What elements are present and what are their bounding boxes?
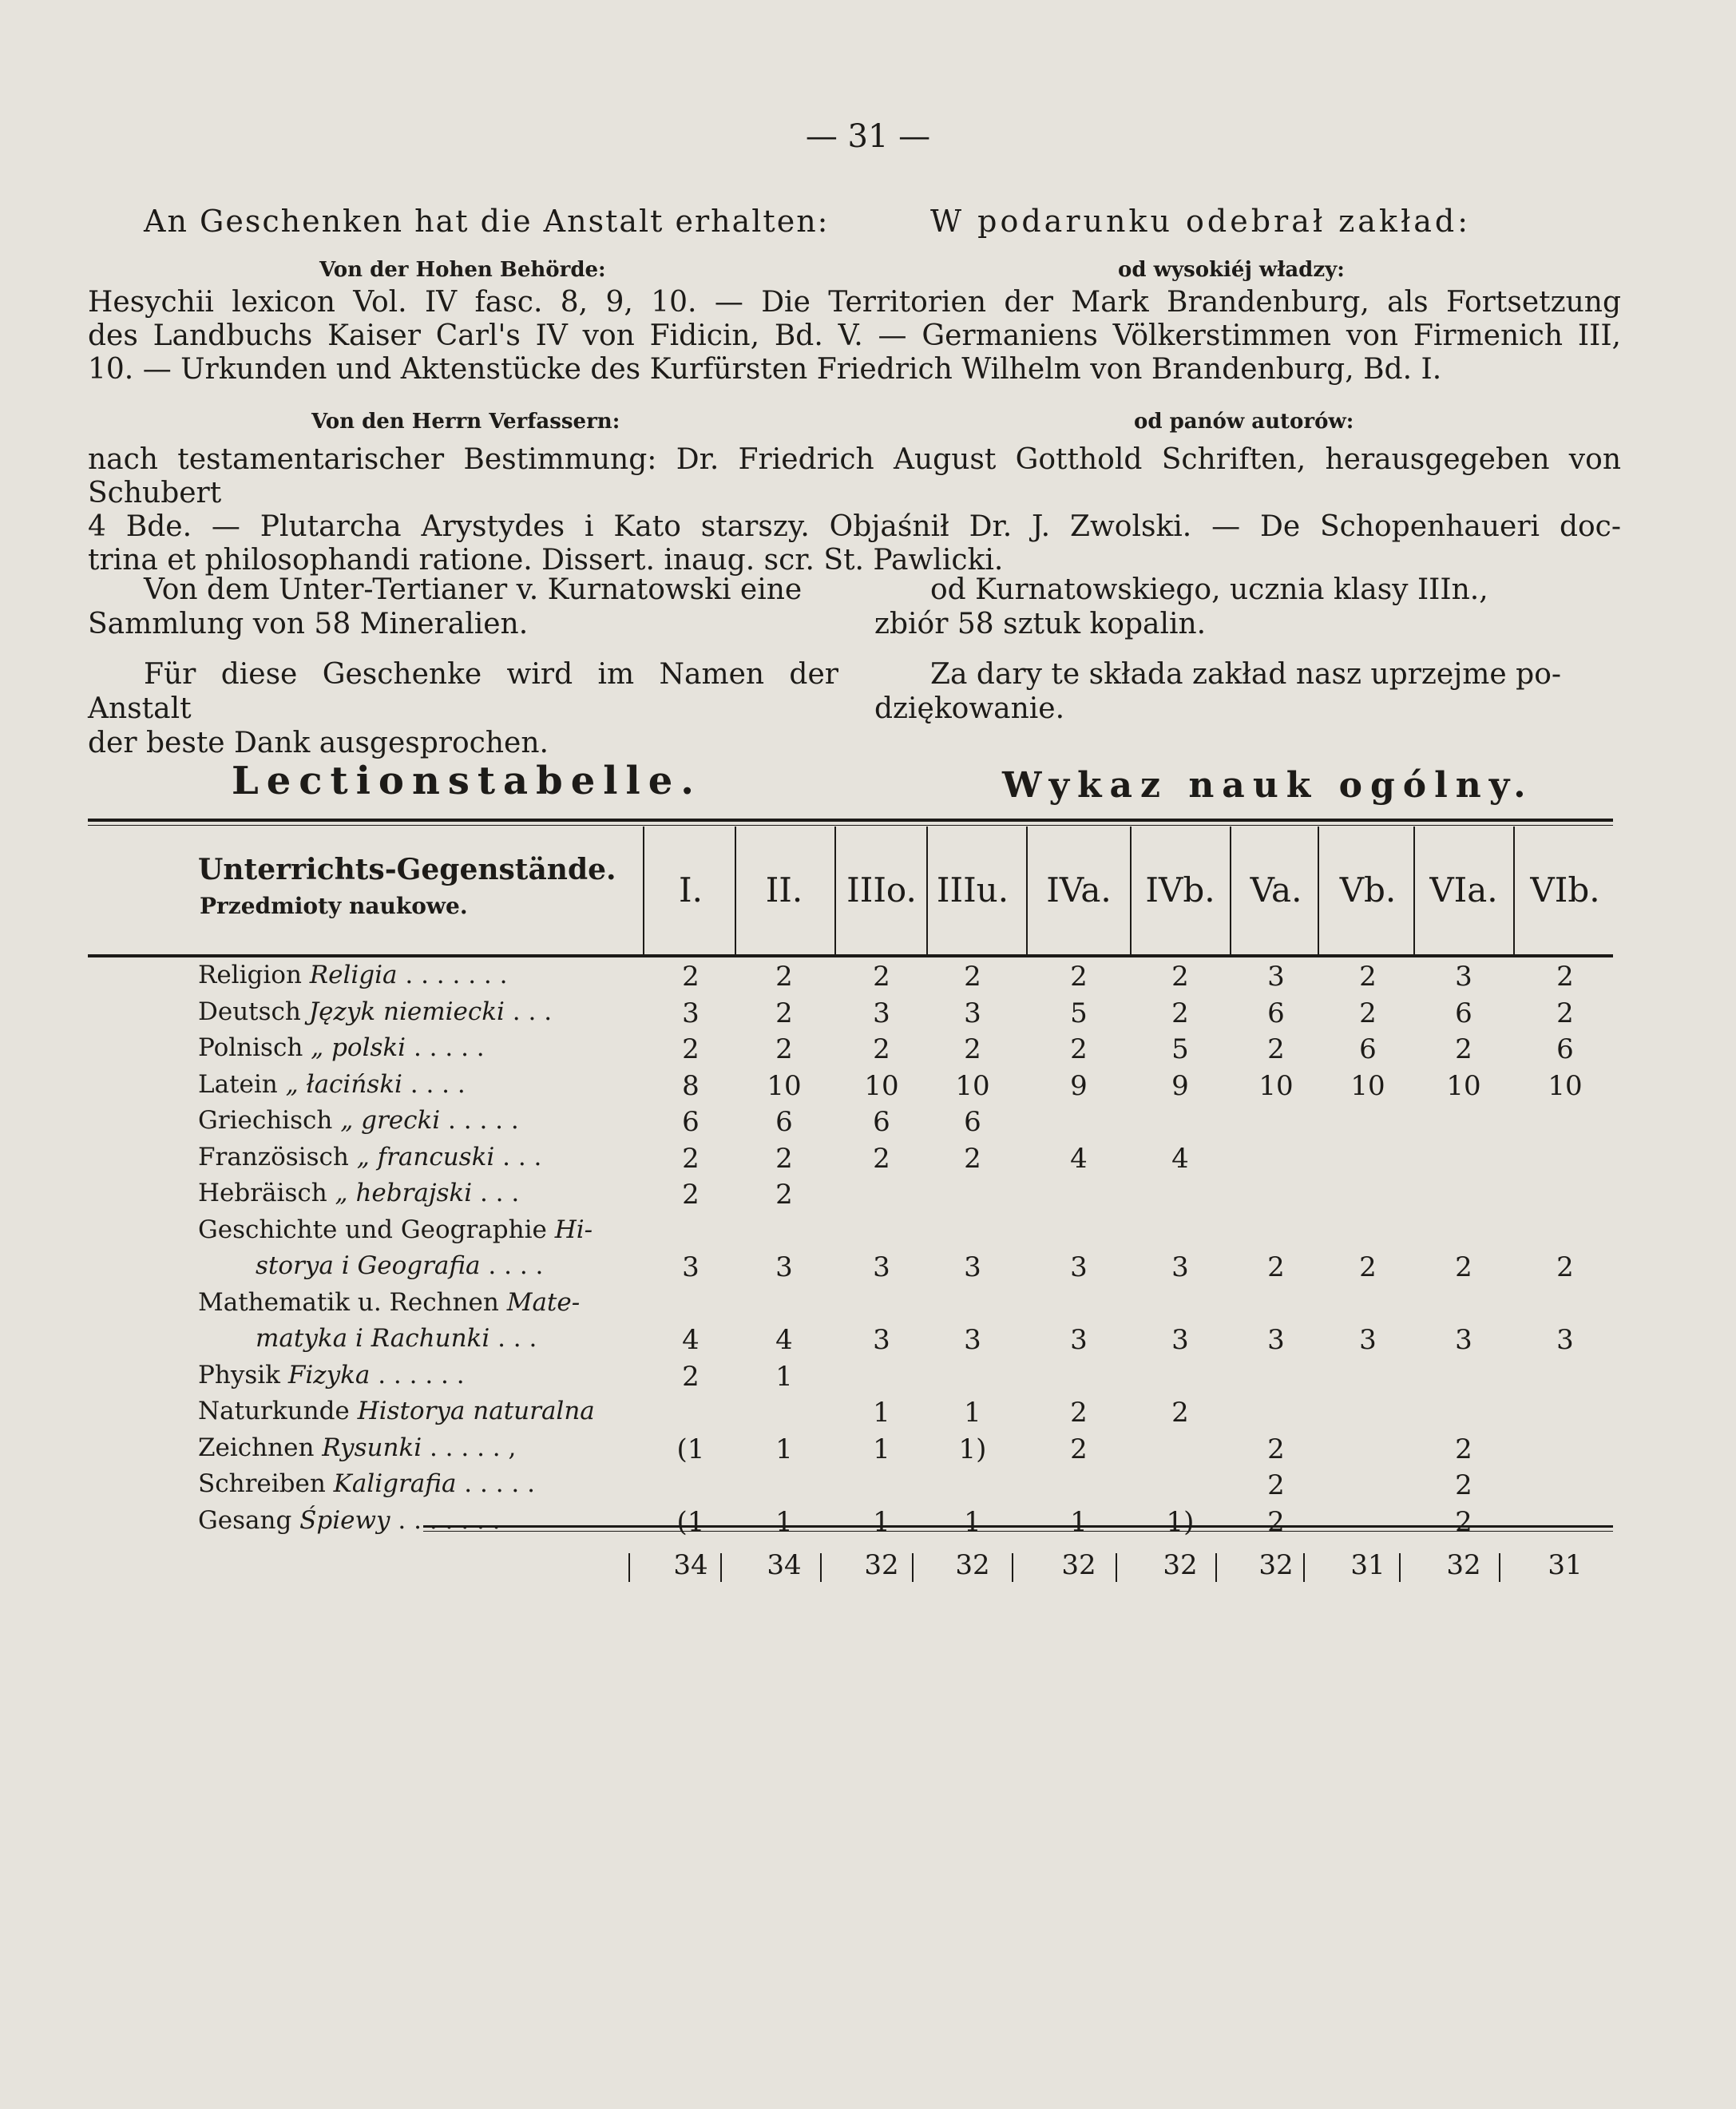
- column-header: Vb.: [1339, 870, 1397, 910]
- column-divider: [643, 827, 644, 954]
- table-cell: 2: [1267, 1433, 1285, 1465]
- row-label: [198, 1361, 465, 1389]
- total-separator: [912, 1553, 914, 1582]
- row-label-pl: Śpiewy: [299, 1505, 390, 1535]
- column-header: IVb.: [1145, 870, 1215, 910]
- table-cell: 2: [1556, 997, 1574, 1029]
- table-cell: 4: [682, 1324, 700, 1356]
- column-header: IVa.: [1046, 870, 1112, 910]
- table-cell: 3: [873, 997, 890, 1029]
- row-label: [198, 1143, 541, 1171]
- total-cell: 32: [1061, 1549, 1096, 1581]
- section2-line: trina et philosophandi ratione. Dissert. inaug. scr. St. Pawlicki.: [88, 544, 1004, 577]
- row-label: [198, 1506, 501, 1535]
- table-cell: 2: [1359, 997, 1377, 1029]
- row-label-pl: „ polski: [311, 1033, 406, 1062]
- row-leader-dots: . . .: [489, 1324, 537, 1353]
- column-header: VIa.: [1429, 870, 1498, 910]
- row-label-pl: Religia: [309, 961, 398, 989]
- row-leader-dots: . . .: [504, 997, 553, 1026]
- thanks-de-line: Für diese Geschenke wird im Namen der Anstalt: [88, 658, 838, 725]
- table-cell: 3: [1359, 1324, 1377, 1356]
- table-cell: 2: [1455, 1251, 1472, 1283]
- table-cell: 6: [1455, 997, 1472, 1029]
- table-cell: 4: [775, 1324, 793, 1356]
- table-cell: 1: [1070, 1505, 1088, 1538]
- section1-line: 10. — Urkunden und Aktenstücke des Kurfürsten Friedrich Wilhelm von Brandenburg, Bd. I.: [88, 353, 1442, 386]
- row-label: [198, 1469, 535, 1498]
- column-divider: [1130, 827, 1132, 954]
- page-number: — 31 —: [805, 118, 931, 155]
- row-leader-dots: . . .: [494, 1142, 542, 1171]
- table-cell: 4: [1171, 1142, 1189, 1175]
- row-leader-dots: . . .: [472, 1179, 520, 1207]
- section1-line: Hesychii lexicon Vol. IV fasc. 8, 9, 10. — Die Territorien der Mark Brandenburg, als Fortsetzung: [88, 286, 1621, 319]
- total-cell: 32: [1163, 1549, 1198, 1581]
- column-divider: [1026, 827, 1028, 954]
- table-title-pl: Wykaz nauk ogólny.: [1002, 765, 1534, 806]
- table-cell: 2: [873, 961, 890, 993]
- table-cell: 2: [873, 1142, 890, 1175]
- thanks-pl-line: dziękowanie.: [874, 692, 1065, 725]
- column-divider: [1230, 827, 1231, 954]
- row-label: [198, 1070, 466, 1099]
- row-leader-dots: . . . . .: [440, 1106, 519, 1135]
- table-cell: 6: [873, 1106, 890, 1138]
- table-cell: 3: [682, 1251, 700, 1283]
- table-cell: 2: [682, 961, 700, 993]
- table-cell: 3: [775, 1251, 793, 1283]
- total-separator: [1303, 1553, 1305, 1582]
- table-cell: 9: [1171, 1069, 1189, 1102]
- row-label-de: Französisch: [198, 1142, 357, 1171]
- table-cell: 2: [775, 997, 793, 1029]
- table-cell: 6: [964, 1106, 981, 1138]
- section1-label-pl: od wysokiéj władzy:: [1118, 258, 1345, 282]
- table-cell: 3: [1267, 961, 1285, 993]
- row-label-de: Latein: [198, 1069, 286, 1099]
- table-cell: 1: [873, 1397, 890, 1429]
- table-cell: 10: [955, 1069, 990, 1102]
- row-label-de: Religion: [198, 961, 310, 989]
- row-label: [198, 1033, 485, 1062]
- table-cell: 2: [1556, 1251, 1574, 1283]
- table-cell: 2: [1556, 961, 1574, 993]
- thanks-de-line: der beste Dank ausgesprochen.: [88, 727, 549, 759]
- row-label: [198, 961, 508, 989]
- table-cell: 3: [682, 997, 700, 1029]
- row-label-de: Deutsch: [198, 997, 309, 1026]
- row-label-pl: „ łaciński: [285, 1069, 402, 1099]
- column-header: Va.: [1250, 870, 1302, 910]
- table-cell: 2: [775, 1179, 793, 1211]
- row-leader-dots: . . . .: [480, 1251, 544, 1280]
- column-header: VIb.: [1530, 870, 1600, 910]
- table-cell: 2: [1070, 961, 1088, 993]
- column-header: IIIo.: [846, 870, 917, 910]
- row-label-pl: Hi-: [554, 1215, 593, 1244]
- row-label-de: Geschichte und Geographie: [198, 1215, 555, 1244]
- table-cell: 2: [1267, 1033, 1285, 1065]
- total-separator: [720, 1553, 722, 1582]
- thanks-pl: [874, 657, 1621, 726]
- heading-pl: W podarunku odebrał zakład:: [930, 204, 1472, 239]
- total-cell: 34: [767, 1549, 802, 1581]
- table-cell: 10: [1548, 1069, 1583, 1102]
- row-label-de: Schreiben: [198, 1469, 334, 1498]
- table-cell: 3: [1455, 961, 1472, 993]
- table-cell: 2: [1267, 1469, 1285, 1501]
- row-label: [198, 1288, 580, 1317]
- table-cell: 2: [1070, 1433, 1088, 1465]
- table-cell: 4: [1070, 1142, 1088, 1175]
- total-cell: 34: [673, 1549, 708, 1581]
- table-cell: 3: [964, 1251, 981, 1283]
- gift-pl: [874, 573, 1621, 641]
- table-cell: 2: [1267, 1505, 1285, 1538]
- section1-text: [88, 286, 1621, 387]
- table-cell: 2: [682, 1360, 700, 1393]
- table-cell: 2: [682, 1033, 700, 1065]
- table-cell: 8: [682, 1069, 700, 1102]
- row-label: [198, 1215, 593, 1244]
- table-title-de: Lectionstabelle.: [232, 759, 702, 803]
- row-label-pl: Kaligrafia: [333, 1469, 457, 1498]
- section1-label-de: Von der Hohen Behörde:: [319, 258, 606, 282]
- table-header-rule: [88, 954, 1613, 957]
- row-label-pl: „ grecki: [340, 1106, 441, 1135]
- column-divider: [926, 827, 928, 954]
- section2-label-pl: od panów autorów:: [1134, 410, 1354, 434]
- row-label: [198, 1397, 595, 1425]
- table-cell: 1: [964, 1397, 981, 1429]
- row-leader-dots: . . . . . .: [370, 1360, 465, 1389]
- thanks-de: [88, 657, 838, 760]
- section1-line: des Landbuchs Kaiser Carl's IV von Fidicin, Bd. V. — Germaniens Völkerstimmen von Firmenich III,: [88, 319, 1621, 352]
- table-cell: (1: [676, 1505, 705, 1538]
- table-cell: 2: [1070, 1033, 1088, 1065]
- row-leader-dots: . . . . .: [406, 1033, 485, 1062]
- table-cell: 2: [775, 1142, 793, 1175]
- gift-pl-line: zbiór 58 sztuk kopalin.: [874, 608, 1207, 640]
- column-divider: [1318, 827, 1319, 954]
- row-leader-dots: . . . . . . .: [390, 1505, 501, 1535]
- row-label-de: Hebräisch: [198, 1179, 335, 1207]
- table-cell: 2: [1455, 1033, 1472, 1065]
- table-cell: 10: [1350, 1069, 1385, 1102]
- row-leader-dots: . . . .: [402, 1069, 466, 1099]
- table-cell: 3: [1171, 1251, 1189, 1283]
- table-sum-rule: [423, 1525, 1613, 1528]
- table-cell: (1: [676, 1433, 705, 1465]
- total-separator: [1215, 1553, 1217, 1582]
- table-top-rule-thin: [88, 825, 1613, 826]
- table-header-de: Unterrichts-Gegenstände.: [198, 853, 616, 886]
- total-separator: [820, 1553, 822, 1582]
- total-cell: 32: [864, 1549, 899, 1581]
- row-label: [256, 1251, 543, 1280]
- table-cell: 1: [775, 1505, 793, 1538]
- row-label-pl: Mate-: [506, 1287, 581, 1317]
- table-cell: 2: [1070, 1397, 1088, 1429]
- row-label-pl: „ hebrajski: [335, 1179, 473, 1207]
- total-cell: 32: [1258, 1549, 1294, 1581]
- row-leader-dots: . . . . . ,: [422, 1433, 517, 1462]
- gift-de-line: Sammlung von 58 Mineralien.: [88, 608, 529, 640]
- table-cell: 1: [964, 1505, 981, 1538]
- table-cell: 3: [1455, 1324, 1472, 1356]
- table-cell: 3: [1070, 1251, 1088, 1283]
- column-divider: [1413, 827, 1415, 954]
- table-cell: 2: [1455, 1505, 1472, 1538]
- table-cell: 10: [767, 1069, 802, 1102]
- gift-de-line: Von dem Unter-Tertianer v. Kurnatowski eine: [144, 573, 803, 606]
- table-cell: 2: [1455, 1433, 1472, 1465]
- total-cell: 31: [1548, 1549, 1583, 1581]
- column-divider: [834, 827, 836, 954]
- row-label-pl: storya i Geografia: [256, 1251, 481, 1280]
- column-header: II.: [765, 870, 803, 910]
- table-cell: 2: [1171, 997, 1189, 1029]
- row-label-pl: Język niemiecki: [308, 997, 505, 1026]
- table-cell: 1): [958, 1433, 987, 1465]
- table-cell: 1: [873, 1505, 890, 1538]
- row-label-de: Mathematik u. Rechnen: [198, 1287, 507, 1317]
- gift-pl-line: od Kurnatowskiego, ucznia klasy IIIn.,: [930, 573, 1488, 606]
- table-cell: 6: [1267, 997, 1285, 1029]
- row-label-pl: Historya naturalna: [357, 1397, 595, 1425]
- row-label-de: Physik: [198, 1360, 288, 1389]
- table-cell: 10: [864, 1069, 899, 1102]
- row-label-de: Polnisch: [198, 1033, 311, 1062]
- section2-line: nach testamentarischer Bestimmung: Dr. Friedrich August Gotthold Schriften, herausgegeben von Schubert: [88, 443, 1621, 509]
- gift-de: [88, 573, 838, 641]
- table-cell: 2: [964, 1142, 981, 1175]
- row-label-pl: matyka i Rachunki: [256, 1324, 490, 1353]
- total-cell: 32: [1446, 1549, 1481, 1581]
- table-header-pl: Przedmioty naukowe.: [200, 893, 468, 919]
- section2-line: 4 Bde. — Plutarcha Arystydes i Kato starszy. Objaśnił Dr. J. Zwolski. — De Schopenhaueri doc-: [88, 510, 1621, 543]
- section2-text: [88, 443, 1621, 577]
- table-sum-rule-thin: [423, 1531, 1613, 1532]
- row-label-de: Gesang: [198, 1505, 300, 1535]
- table-cell: 1: [775, 1433, 793, 1465]
- row-label: [198, 1179, 519, 1207]
- table-cell: 3: [1267, 1324, 1285, 1356]
- table-cell: 2: [775, 961, 793, 993]
- total-cell: 31: [1350, 1549, 1385, 1581]
- table-cell: 2: [1359, 961, 1377, 993]
- table-cell: 3: [873, 1251, 890, 1283]
- table-cell: 3: [964, 997, 981, 1029]
- table-cell: 2: [1455, 1469, 1472, 1501]
- total-separator: [628, 1553, 630, 1582]
- table-cell: 2: [1267, 1251, 1285, 1283]
- row-label-de: Zeichnen: [198, 1433, 323, 1462]
- table-cell: 2: [682, 1142, 700, 1175]
- table-cell: 6: [775, 1106, 793, 1138]
- total-cell: 32: [955, 1549, 990, 1581]
- table-cell: 2: [682, 1179, 700, 1211]
- table-cell: 6: [1556, 1033, 1574, 1065]
- table-cell: 1: [775, 1360, 793, 1393]
- total-separator: [1499, 1553, 1500, 1582]
- row-label: [198, 1106, 519, 1135]
- table-cell: 10: [1258, 1069, 1294, 1102]
- table-cell: 2: [964, 1033, 981, 1065]
- row-label: [256, 1324, 537, 1353]
- column-divider: [1513, 827, 1515, 954]
- table-cell: 2: [775, 1033, 793, 1065]
- heading-de: An Geschenken hat die Anstalt erhalten:: [144, 204, 830, 239]
- total-separator: [1116, 1553, 1117, 1582]
- row-label-pl: „ francuski: [356, 1142, 495, 1171]
- column-header: I.: [679, 870, 703, 910]
- table-cell: 2: [873, 1033, 890, 1065]
- table-cell: 9: [1070, 1069, 1088, 1102]
- total-separator: [1012, 1553, 1013, 1582]
- thanks-pl-line: Za dary te składa zakład nasz uprzejme po-: [930, 658, 1562, 691]
- table-cell: 3: [1556, 1324, 1574, 1356]
- row-label-de: Naturkunde: [198, 1397, 358, 1425]
- total-separator: [1399, 1553, 1401, 1582]
- row-label: [198, 997, 552, 1026]
- row-label-de: Griechisch: [198, 1106, 341, 1135]
- table-cell: 1): [1166, 1505, 1195, 1538]
- table-cell: 3: [1171, 1324, 1189, 1356]
- row-label-pl: Fizyka: [287, 1360, 371, 1389]
- table-cell: 2: [1359, 1251, 1377, 1283]
- row-label: [198, 1433, 516, 1462]
- column-header: IIIu.: [936, 870, 1009, 910]
- table-cell: 10: [1446, 1069, 1481, 1102]
- table-top-rule: [88, 819, 1613, 822]
- row-leader-dots: . . . . . . .: [397, 961, 508, 989]
- row-label-pl: Rysunki: [322, 1433, 422, 1462]
- table-cell: 5: [1171, 1033, 1189, 1065]
- column-divider: [735, 827, 736, 954]
- table-cell: 6: [1359, 1033, 1377, 1065]
- row-leader-dots: . . . . .: [456, 1469, 535, 1498]
- table-cell: 5: [1070, 997, 1088, 1029]
- table-cell: 2: [1171, 1397, 1189, 1429]
- table-cell: 1: [873, 1433, 890, 1465]
- table-cell: 2: [1171, 961, 1189, 993]
- section2-label-de: Von den Herrn Verfassern:: [311, 410, 620, 434]
- table-cell: 2: [964, 961, 981, 993]
- table-cell: 3: [873, 1324, 890, 1356]
- table-cell: 3: [964, 1324, 981, 1356]
- table-cell: 3: [1070, 1324, 1088, 1356]
- table-cell: 6: [682, 1106, 700, 1138]
